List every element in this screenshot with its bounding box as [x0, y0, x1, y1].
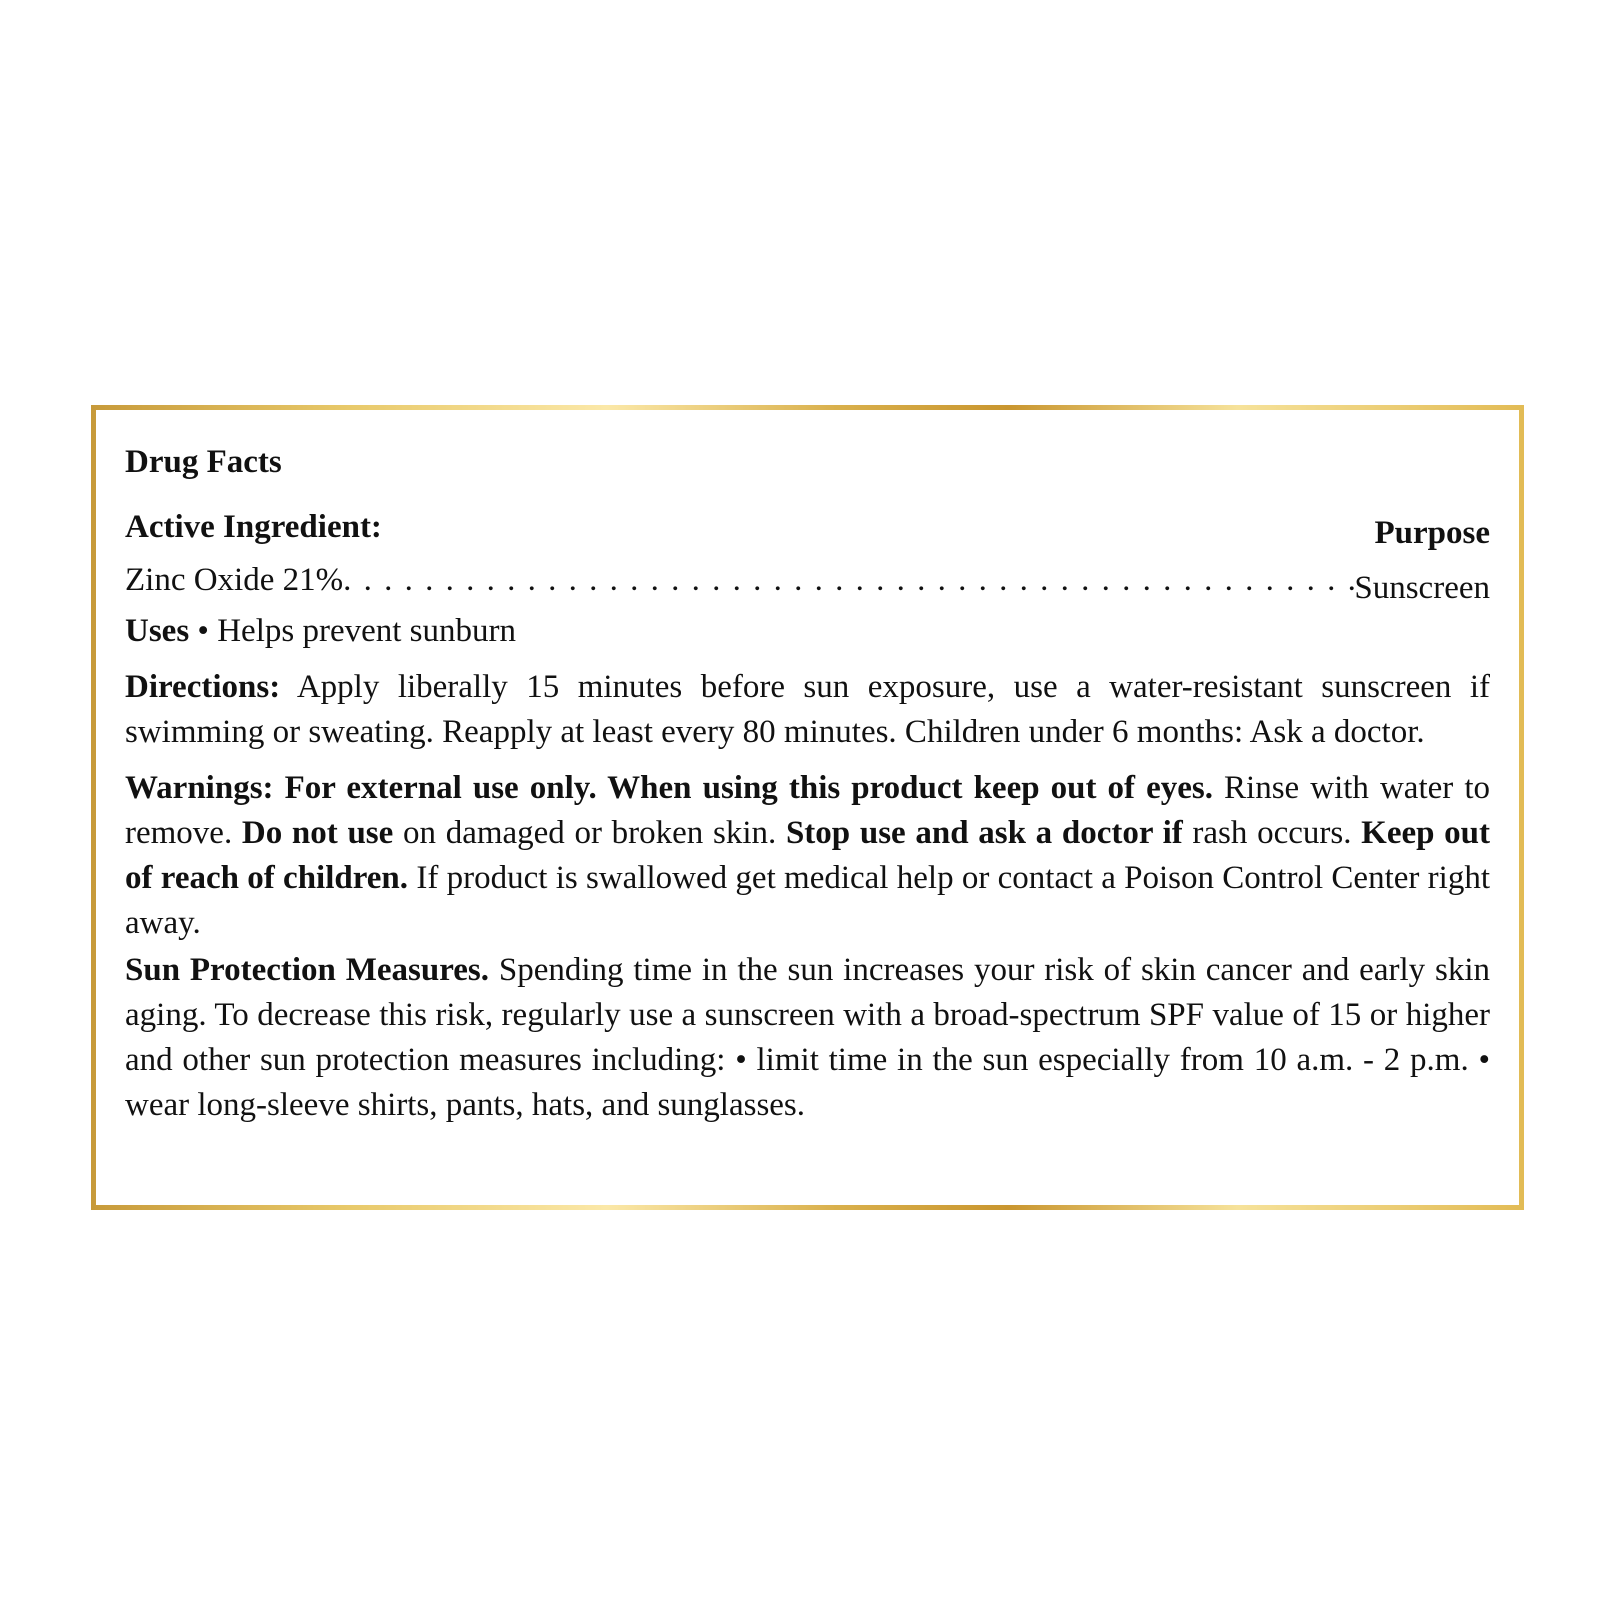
warnings-text-2: on damaged or broken skin.: [393, 815, 786, 851]
uses-text: • Helps prevent sunburn: [189, 613, 516, 649]
directions-text: Apply liberally 15 minutes before sun exposure, use a water-resistant sunscreen if swimming or sweating. Reapply at least every 80 minutes. Children under 6 months: Ask a doctor.: [125, 669, 1490, 750]
warnings-heading: Warnings: For external use only. When using this product keep out of eyes.: [125, 770, 1213, 806]
uses-heading: Uses: [125, 613, 190, 649]
uses-section: [125, 609, 1490, 654]
drug-facts-title: Drug Facts: [125, 444, 282, 480]
ingredient-name: Zinc Oxide 21%: [125, 562, 344, 598]
ingredient-row: [125, 550, 1490, 603]
warnings-text-3: rash occurs.: [1182, 815, 1362, 851]
drug-facts-panel: [96, 410, 1519, 1205]
directions-section: [125, 665, 1490, 755]
sun-protection-heading: Sun Protection Measures.: [125, 952, 490, 988]
warnings-stop-use: Stop use and ask a doctor if: [785, 815, 1183, 851]
ingredient-header-row: [125, 494, 1490, 550]
sun-protection-text: Spending time in the sun increases your risk of skin cancer and early skin aging. To decrease this risk, regularly use a sunscreen with a broad-spectrum SPF value of 15 or higher and other sun protection measures including: • limit time in the sun especially from 10 a.m. - 2 p.m. • wear long-sleeve shirts, pants, hats, and sunglasses.: [125, 952, 1490, 1123]
drug-facts-frame: [91, 405, 1524, 1210]
purpose-heading: Purpose: [1374, 515, 1490, 551]
warnings-text-4: If product is swallowed get medical help or contact a Poison Control Center right away.: [125, 860, 1490, 941]
sun-protection-section: [125, 948, 1490, 1128]
dot-leader: [343, 550, 1354, 603]
warnings-text-1: Rinse with water to remove.: [125, 770, 1490, 851]
warnings-keep-out: Keep out of reach of children.: [125, 815, 1491, 896]
ingredient-purpose: Sunscreen: [1354, 570, 1490, 603]
warnings-section: [125, 766, 1490, 946]
warnings-do-not-use: Do not use: [241, 815, 394, 851]
active-ingredient-heading: Active Ingredient:: [125, 509, 382, 545]
directions-heading: Directions:: [125, 669, 281, 705]
